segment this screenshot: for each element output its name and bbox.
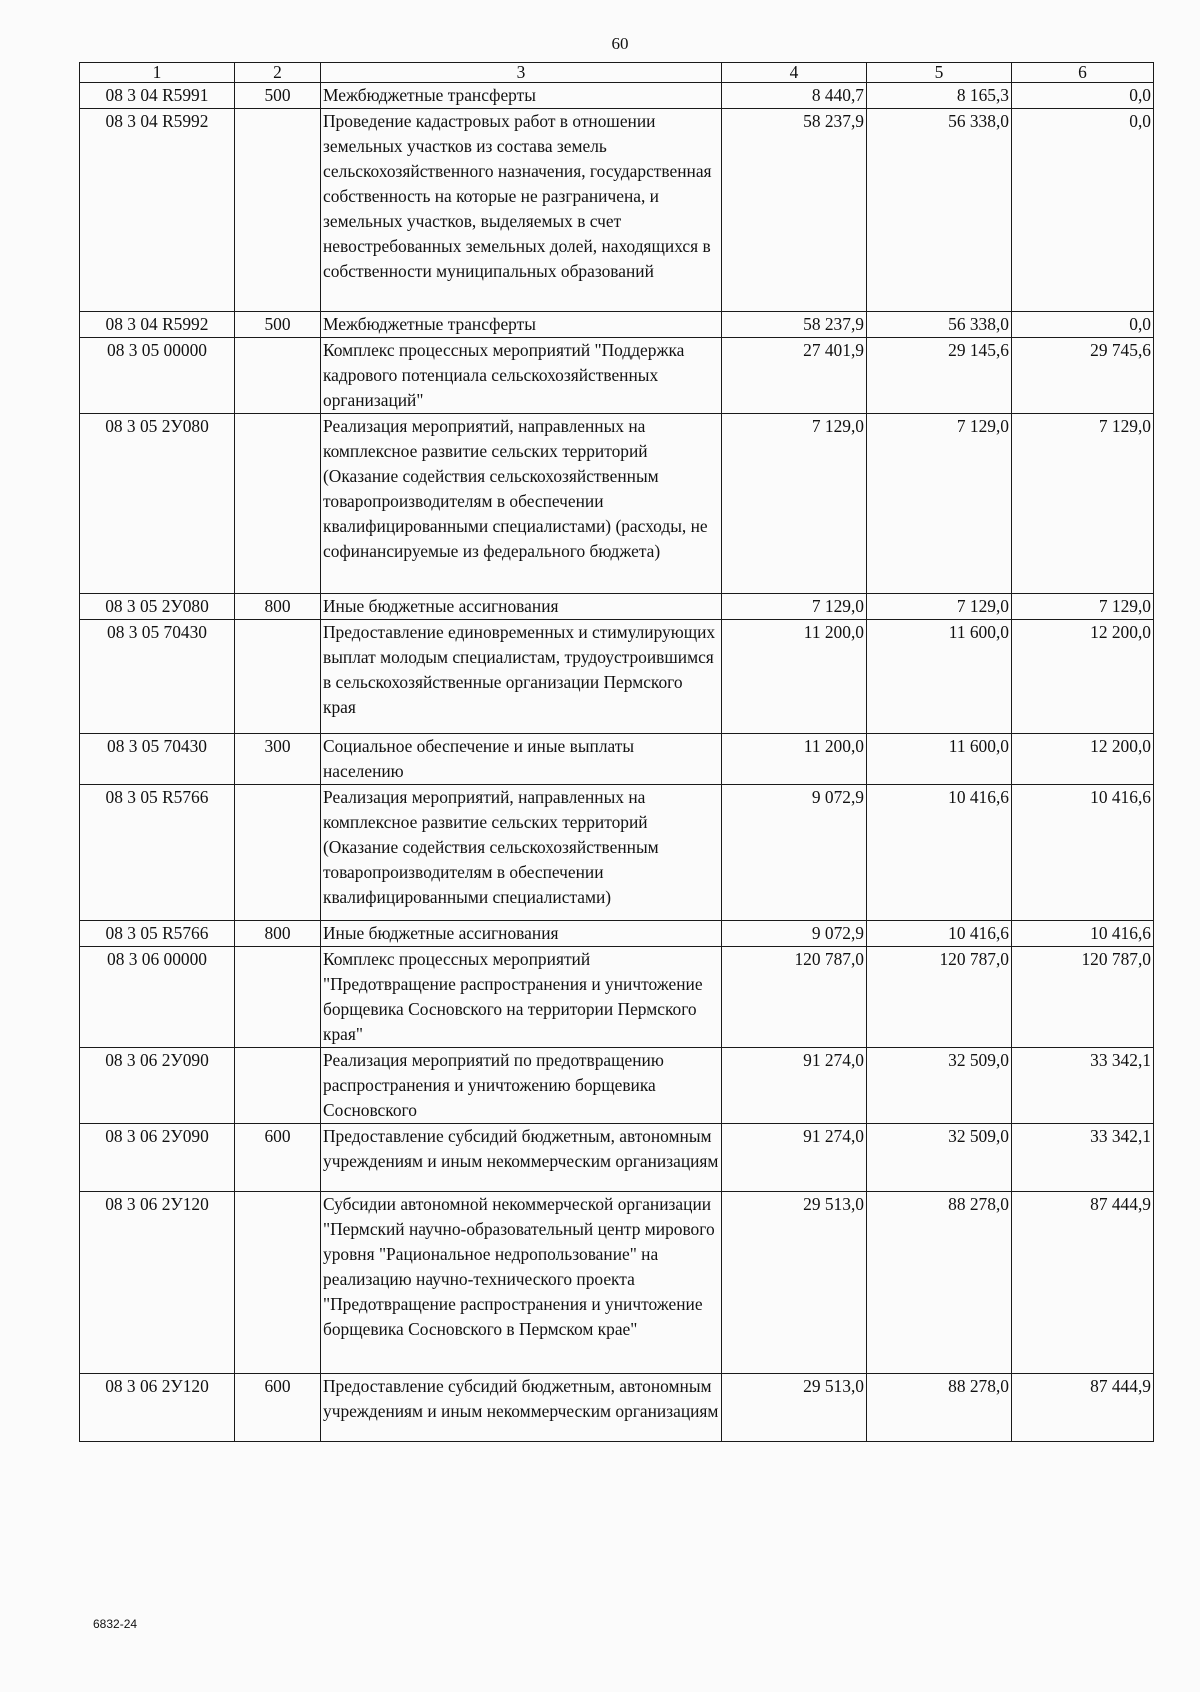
row-amount-year1: 58 237,9	[722, 109, 867, 312]
row-name: Реализация мероприятий, направленных на комплексное развитие сельских территорий (Оказание содействия сельскохозяйственным товаропроизводителям в обеспечении квалифицированными специалистами)	[321, 785, 722, 921]
row-expense-type	[235, 1192, 321, 1374]
row-amount-year2: 56 338,0	[867, 312, 1012, 338]
row-amount-year3: 87 444,9	[1012, 1374, 1154, 1442]
table-row	[80, 1192, 1154, 1374]
row-code: 08 3 05 70430	[80, 620, 235, 734]
row-amount-year3: 87 444,9	[1012, 1192, 1154, 1374]
row-amount-year1: 8 440,7	[722, 83, 867, 109]
row-amount-year3: 10 416,6	[1012, 921, 1154, 947]
row-code: 08 3 06 00000	[80, 947, 235, 1048]
row-amount-year3: 0,0	[1012, 109, 1154, 312]
row-amount-year2: 11 600,0	[867, 734, 1012, 785]
row-expense-type: 600	[235, 1374, 321, 1442]
row-amount-year1: 7 129,0	[722, 414, 867, 594]
table-row	[80, 109, 1154, 312]
row-amount-year2: 88 278,0	[867, 1192, 1012, 1374]
row-name: Комплекс процессных мероприятий "Поддержка кадрового потенциала сельскохозяйственных организаций"	[321, 338, 722, 414]
row-amount-year1: 120 787,0	[722, 947, 867, 1048]
row-amount-year1: 27 401,9	[722, 338, 867, 414]
row-code: 08 3 05 R5766	[80, 785, 235, 921]
row-expense-type	[235, 947, 321, 1048]
row-code: 08 3 06 2У120	[80, 1192, 235, 1374]
row-amount-year3: 12 200,0	[1012, 734, 1154, 785]
row-expense-type: 500	[235, 83, 321, 109]
table-row	[80, 620, 1154, 734]
column-header-1: 1	[80, 63, 235, 83]
row-name: Предоставление субсидий бюджетным, автономным учреждениям и иным некоммерческим организациям	[321, 1124, 722, 1192]
row-amount-year2: 7 129,0	[867, 594, 1012, 620]
table-row	[80, 921, 1154, 947]
table-row	[80, 83, 1154, 109]
row-amount-year3: 33 342,1	[1012, 1124, 1154, 1192]
page-number: 60	[611, 34, 629, 53]
row-name: Субсидии автономной некоммерческой организации "Пермский научно-образовательный центр мирового уровня "Рациональное недропользование" на реализацию научно-технического проекта "Предотвращение распространения и уничтожение борщевика Сосновского в Пермском крае"	[321, 1192, 722, 1374]
row-name: Комплекс процессных мероприятий "Предотвращение распространения и уничтожение борщевика Сосновского на территории Пермского края"	[321, 947, 722, 1048]
row-name: Межбюджетные трансферты	[321, 83, 722, 109]
table-row	[80, 1374, 1154, 1442]
budget-table-body	[80, 83, 1154, 1442]
row-amount-year3: 12 200,0	[1012, 620, 1154, 734]
table-row	[80, 1124, 1154, 1192]
column-header-4: 4	[722, 63, 867, 83]
row-name: Предоставление субсидий бюджетным, автономным учреждениям и иным некоммерческим организациям	[321, 1374, 722, 1442]
row-code: 08 3 05 2У080	[80, 594, 235, 620]
table-row	[80, 734, 1154, 785]
row-name: Проведение кадастровых работ в отношении земельных участков из состава земель сельскохозяйственного назначения, государственная собственность на которые не разграничена, и земельных участков, выделяемых в счет невостребованных земельных долей, находящихся в собственности муниципальных образований	[321, 109, 722, 312]
row-amount-year2: 10 416,6	[867, 921, 1012, 947]
row-name: Иные бюджетные ассигнования	[321, 594, 722, 620]
row-code: 08 3 04 R5991	[80, 83, 235, 109]
row-amount-year3: 10 416,6	[1012, 785, 1154, 921]
row-amount-year1: 7 129,0	[722, 594, 867, 620]
table-row	[80, 414, 1154, 594]
row-amount-year1: 11 200,0	[722, 734, 867, 785]
row-code: 08 3 05 2У080	[80, 414, 235, 594]
row-amount-year1: 9 072,9	[722, 921, 867, 947]
row-amount-year3: 29 745,6	[1012, 338, 1154, 414]
row-expense-type: 800	[235, 594, 321, 620]
row-expense-type	[235, 620, 321, 734]
row-amount-year1: 29 513,0	[722, 1374, 867, 1442]
row-amount-year2: 10 416,6	[867, 785, 1012, 921]
row-expense-type	[235, 1048, 321, 1124]
row-expense-type: 600	[235, 1124, 321, 1192]
row-amount-year1: 29 513,0	[722, 1192, 867, 1374]
row-amount-year2: 32 509,0	[867, 1048, 1012, 1124]
table-row	[80, 947, 1154, 1048]
budget-table	[79, 62, 1154, 1442]
row-expense-type: 500	[235, 312, 321, 338]
table-row	[80, 594, 1154, 620]
row-amount-year3: 7 129,0	[1012, 594, 1154, 620]
row-amount-year1: 91 274,0	[722, 1048, 867, 1124]
row-code: 08 3 04 R5992	[80, 109, 235, 312]
row-amount-year3: 120 787,0	[1012, 947, 1154, 1048]
row-amount-year2: 29 145,6	[867, 338, 1012, 414]
column-header-2: 2	[235, 63, 321, 83]
row-name: Социальное обеспечение и иные выплаты населению	[321, 734, 722, 785]
row-code: 08 3 06 2У090	[80, 1124, 235, 1192]
column-header-5: 5	[867, 63, 1012, 83]
column-header-3: 3	[321, 63, 722, 83]
row-amount-year2: 8 165,3	[867, 83, 1012, 109]
row-expense-type	[235, 109, 321, 312]
table-row	[80, 785, 1154, 921]
row-expense-type: 800	[235, 921, 321, 947]
row-code: 08 3 05 00000	[80, 338, 235, 414]
row-amount-year3: 33 342,1	[1012, 1048, 1154, 1124]
row-amount-year1: 11 200,0	[722, 620, 867, 734]
row-amount-year2: 32 509,0	[867, 1124, 1012, 1192]
row-amount-year1: 9 072,9	[722, 785, 867, 921]
row-amount-year1: 58 237,9	[722, 312, 867, 338]
row-name: Реализация мероприятий по предотвращению распространения и уничтожению борщевика Сосновского	[321, 1048, 722, 1124]
document-code: 6832-24	[93, 1617, 138, 1631]
row-amount-year2: 56 338,0	[867, 109, 1012, 312]
row-code: 08 3 06 2У090	[80, 1048, 235, 1124]
column-header-6: 6	[1012, 63, 1154, 83]
row-expense-type	[235, 338, 321, 414]
row-amount-year2: 11 600,0	[867, 620, 1012, 734]
row-expense-type: 300	[235, 734, 321, 785]
row-amount-year3: 0,0	[1012, 83, 1154, 109]
row-expense-type	[235, 785, 321, 921]
row-amount-year1: 91 274,0	[722, 1124, 867, 1192]
row-name: Иные бюджетные ассигнования	[321, 921, 722, 947]
row-code: 08 3 05 R5766	[80, 921, 235, 947]
table-row	[80, 312, 1154, 338]
row-code: 08 3 05 70430	[80, 734, 235, 785]
row-amount-year3: 7 129,0	[1012, 414, 1154, 594]
row-code: 08 3 06 2У120	[80, 1374, 235, 1442]
row-expense-type	[235, 414, 321, 594]
row-amount-year2: 120 787,0	[867, 947, 1012, 1048]
table-row	[80, 338, 1154, 414]
table-row	[80, 1048, 1154, 1124]
row-name: Реализация мероприятий, направленных на комплексное развитие сельских территорий (Оказание содействия сельскохозяйственным товаропроизводителям в обеспечении квалифицированными специалистами) (расходы, не софинансируемые из федерального бюджета)	[321, 414, 722, 594]
row-name: Предоставление единовременных и стимулирующих выплат молодым специалистам, трудоустроившимся в сельскохозяйственные организации Пермского края	[321, 620, 722, 734]
row-name: Межбюджетные трансферты	[321, 312, 722, 338]
row-amount-year3: 0,0	[1012, 312, 1154, 338]
row-amount-year2: 88 278,0	[867, 1374, 1012, 1442]
row-code: 08 3 04 R5992	[80, 312, 235, 338]
header-row	[80, 63, 1154, 83]
row-amount-year2: 7 129,0	[867, 414, 1012, 594]
